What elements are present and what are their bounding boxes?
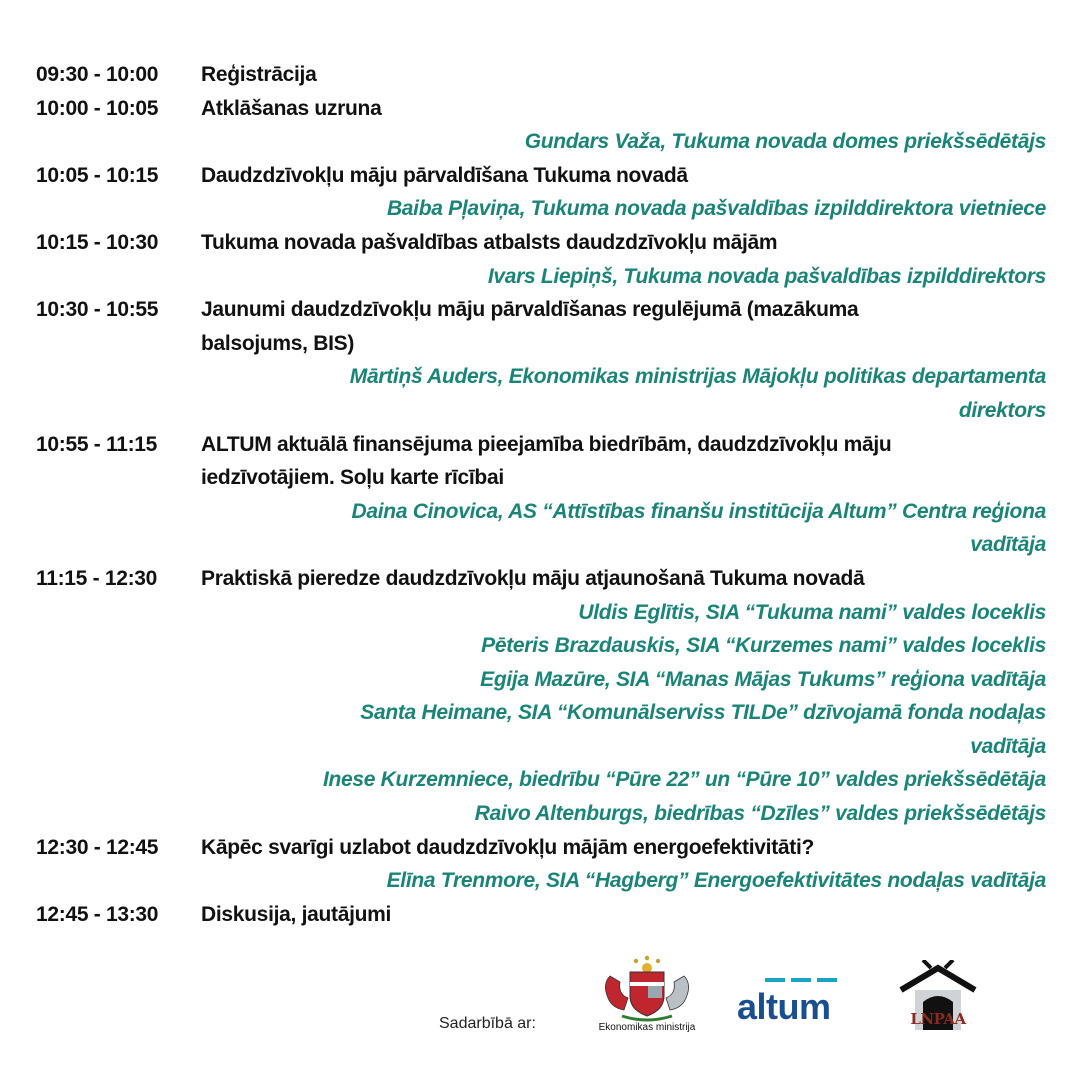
speaker-name: Daina Cinovica, AS “Attīstības finanšu institūcija Altum” Centra reģiona bbox=[351, 499, 1046, 523]
latvia-coat-of-arms-icon bbox=[592, 954, 702, 1022]
agenda-title-line bbox=[36, 562, 1046, 596]
agenda-title: Jaunumi daudzdzīvokļu māju pārvaldīšanas regulējumā (mazākuma bbox=[201, 298, 859, 322]
agenda-speaker-line bbox=[36, 629, 1046, 663]
agenda-title: Reģistrācija bbox=[201, 63, 317, 86]
agenda-title-line bbox=[36, 293, 1046, 327]
speaker-name: Mārtiņš Auders, Ekonomikas ministrijas Mājokļu politikas departamenta bbox=[349, 365, 1046, 389]
agenda-time: 10:05 - 10:15 bbox=[36, 163, 159, 187]
lnpaa-logo bbox=[893, 960, 983, 1035]
agenda-title: Atklāšanas uzruna bbox=[201, 96, 382, 120]
agenda-title-line bbox=[36, 831, 1046, 865]
agenda-title: Diskusija, jautājumi bbox=[201, 902, 392, 926]
speaker-name: vadītāja bbox=[970, 533, 1046, 557]
agenda-speaker-line bbox=[36, 495, 1046, 529]
speaker-name: Raivo Altenburgs, biedrības “Dzīles” valdes priekšsēdētājs bbox=[474, 802, 1046, 826]
speaker-name: direktors bbox=[958, 398, 1046, 422]
agenda-time: 10:55 - 11:15 bbox=[36, 432, 158, 456]
agenda-speaker-line bbox=[36, 864, 1046, 898]
agenda-speaker-line bbox=[36, 663, 1046, 697]
altum-wordmark: altum bbox=[737, 986, 831, 1027]
agenda-title-line bbox=[36, 58, 1046, 92]
agenda-time: 12:45 - 13:30 bbox=[36, 902, 159, 926]
agenda-time: 11:15 - 12:30 bbox=[36, 566, 158, 590]
ministry-logo bbox=[592, 954, 702, 1036]
speaker-name: vadītāja bbox=[970, 734, 1046, 758]
agenda-title-line bbox=[36, 159, 1046, 193]
agenda-time: 10:30 - 10:55 bbox=[36, 298, 159, 322]
agenda-time: 10:15 - 10:30 bbox=[36, 230, 159, 254]
agenda-title-line bbox=[36, 327, 1046, 361]
agenda-title: balsojums, BIS) bbox=[201, 331, 355, 355]
agenda-speaker-line bbox=[36, 192, 1046, 226]
cooperation-label: Sadarbībā ar: bbox=[439, 1015, 536, 1032]
agenda-title-line bbox=[36, 226, 1046, 260]
speaker-name: Pēteris Brazdauskis, SIA “Kurzemes nami” valdes loceklis bbox=[481, 634, 1046, 658]
agenda-speaker-line bbox=[36, 528, 1046, 562]
agenda-speaker-line bbox=[36, 596, 1046, 630]
agenda-speaker-line bbox=[36, 696, 1046, 730]
agenda-time: 12:30 - 12:45 bbox=[36, 835, 159, 859]
agenda-title-line bbox=[36, 898, 1046, 932]
lnpaa-wordmark: LNPAA bbox=[910, 1010, 966, 1028]
agenda-title: Tukuma novada pašvaldības atbalsts daudzdzīvokļu mājām bbox=[201, 230, 778, 254]
agenda-speaker-line bbox=[36, 730, 1046, 764]
agenda-speaker-line bbox=[36, 797, 1046, 831]
agenda-time: 10:00 - 10:05 bbox=[36, 96, 159, 120]
speaker-name: Ivars Liepiņš, Tukuma novada pašvaldības izpilddirektors bbox=[487, 264, 1046, 288]
agenda-title: ALTUM aktuālā finansējuma pieejamība biedrībām, daudzdzīvokļu māju bbox=[201, 432, 892, 456]
ministry-caption: Ekonomikas ministrija bbox=[598, 1022, 696, 1033]
agenda-title: Kāpēc svarīgi uzlabot daudzdzīvokļu mājām energoefektivitāti? bbox=[201, 835, 815, 859]
agenda-title: Praktiskā pieredze daudzdzīvokļu māju atjaunošanā Tukuma novadā bbox=[201, 566, 865, 590]
speaker-name: Egija Mazūre, SIA “Manas Mājas Tukums” reģiona vadītāja bbox=[480, 667, 1046, 691]
agenda-speaker-line bbox=[36, 260, 1046, 294]
speaker-name: Baiba Pļaviņa, Tukuma novada pašvaldības izpilddirektora vietniece bbox=[386, 197, 1046, 221]
speaker-name: Uldis Eglītis, SIA “Tukuma nami” valdes loceklis bbox=[578, 600, 1046, 624]
speaker-name: Elīna Trenmore, SIA “Hagberg” Energoefektivitātes nodaļas vadītāja bbox=[386, 869, 1046, 893]
agenda-title-line bbox=[36, 92, 1046, 126]
speaker-name: Santa Heimane, SIA “Komunālserviss TILDe” dzīvojamā fonda nodaļas bbox=[360, 701, 1046, 725]
agenda-time: 09:30 - 10:00 bbox=[36, 63, 159, 86]
altum-logo bbox=[735, 972, 850, 1032]
agenda-speaker-line bbox=[36, 763, 1046, 797]
agenda-title-line bbox=[36, 428, 1046, 462]
agenda-speaker-line bbox=[36, 394, 1046, 428]
agenda-title: Daudzdzīvokļu māju pārvaldīšana Tukuma novadā bbox=[201, 163, 688, 187]
agenda-speaker-line bbox=[36, 125, 1046, 159]
agenda-title-line bbox=[36, 461, 1046, 495]
agenda-title: iedzīvotājiem. Soļu karte rīcībai bbox=[201, 466, 504, 490]
agenda-speaker-line bbox=[36, 360, 1046, 394]
speaker-name: Gundars Važa, Tukuma novada domes priekšsēdētājs bbox=[524, 130, 1046, 154]
agenda-list bbox=[36, 58, 1046, 931]
speaker-name: Inese Kurzemniece, biedrību “Pūre 22” un “Pūre 10” valdes priekšsēdētāja bbox=[322, 768, 1046, 792]
